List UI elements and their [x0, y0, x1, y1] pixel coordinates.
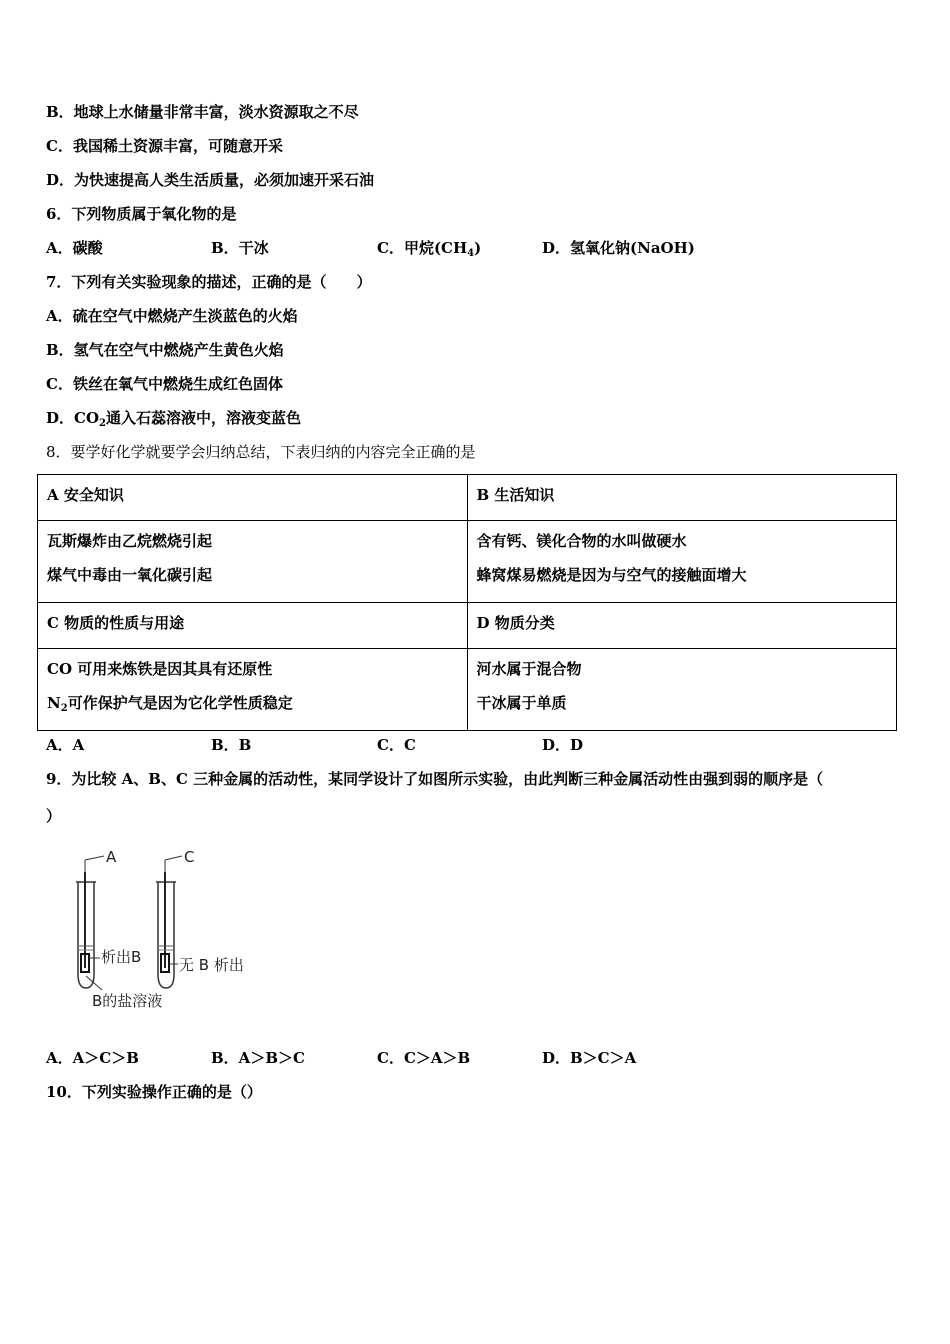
q7-option-c: C．铁丝在氧气中燃烧生成红色固体: [46, 375, 283, 393]
q8-stem: 8．要学好化学就要学会归纳总结，下表归纳的内容完全正确的是: [46, 443, 476, 461]
q8-option-a: A．A: [46, 736, 85, 754]
q6-option-b: B．干冰: [211, 239, 269, 257]
q5-option-b: B．地球上水储量非常丰富，淡水资源取之不尽: [46, 103, 359, 121]
label-metal-a: A: [106, 848, 117, 866]
q8-option-c: C．C: [377, 736, 416, 754]
q5-option-d: D．为快速提高人类生活质量，必须加速开采石油: [46, 171, 375, 189]
q8-cell-b-body: 含有钙、镁化合物的水叫做硬水 蜂窝煤易燃烧是因为与空气的接触面增大: [467, 521, 897, 603]
q9-stem-line1: 9．为比较 A、B、C 三种金属的活动性，某同学设计了如图所示实验，由此判断三种金属活动性由强到弱的顺序是（: [46, 770, 824, 788]
note-no-b-precipitated: 无 B 析出: [179, 956, 244, 974]
q7-option-d: D．$CO_2$通入石蕊溶液中，溶液变蓝色: [46, 409, 301, 429]
q8-cell-b-header: B 生活知识: [467, 475, 897, 521]
q7-option-a: A．硫在空气中燃烧产生淡蓝色的火焰: [46, 307, 298, 325]
q5-option-c: C．我国稀土资源丰富，可随意开采: [46, 137, 283, 155]
q6-option-d: D．氢氧化钠(NaOH): [542, 239, 695, 257]
q8-summary-table: [37, 474, 897, 731]
q9-test-tube-figure: [72, 842, 272, 1017]
q8-cell-d-header: D 物质分类: [467, 603, 897, 649]
q9-option-a: A．A＞C＞B: [46, 1049, 139, 1067]
q9-option-d: D．B＞C＞A: [542, 1049, 637, 1067]
q7-option-b: B．氢气在空气中燃烧产生黄色火焰: [46, 341, 284, 359]
q6-option-c: C．甲烷$(CH_4)$: [377, 239, 482, 259]
q8-option-b: B．B: [211, 736, 252, 754]
q8-cell-c-header: C 物质的性质与用途: [38, 603, 468, 649]
label-metal-c: C: [184, 848, 195, 866]
note-b-precipitated: 析出B: [101, 948, 142, 966]
q8-option-d: D．D: [542, 736, 584, 754]
q6-option-a: A．碳酸: [46, 239, 103, 257]
q8-cell-d-body: 河水属于混合物 干冰属于单质: [467, 649, 897, 731]
q8-cell-c-body: CO 可用来炼铁是因其具有还原性 $N_2$可作保护气是因为它化学性质稳定: [38, 649, 468, 731]
q9-option-c: C．C＞A＞B: [377, 1049, 471, 1067]
test-tube-a: [76, 856, 104, 988]
q9-stem-line2: ）: [46, 807, 62, 825]
label-b-salt-solution: B的盐溶液: [92, 992, 163, 1010]
q10-stem: 10．下列实验操作正确的是（）: [46, 1083, 262, 1101]
q8-cell-a-header: A 安全知识: [38, 475, 468, 521]
q6-stem: 6．下列物质属于氧化物的是: [46, 205, 237, 223]
q7-stem: 7．下列有关实验现象的描述，正确的是（ ）: [46, 273, 372, 291]
q8-cell-a-body: 瓦斯爆炸由乙烷燃烧引起 煤气中毒由一氧化碳引起: [38, 521, 468, 603]
q9-option-b: B．A＞B＞C: [211, 1049, 305, 1067]
